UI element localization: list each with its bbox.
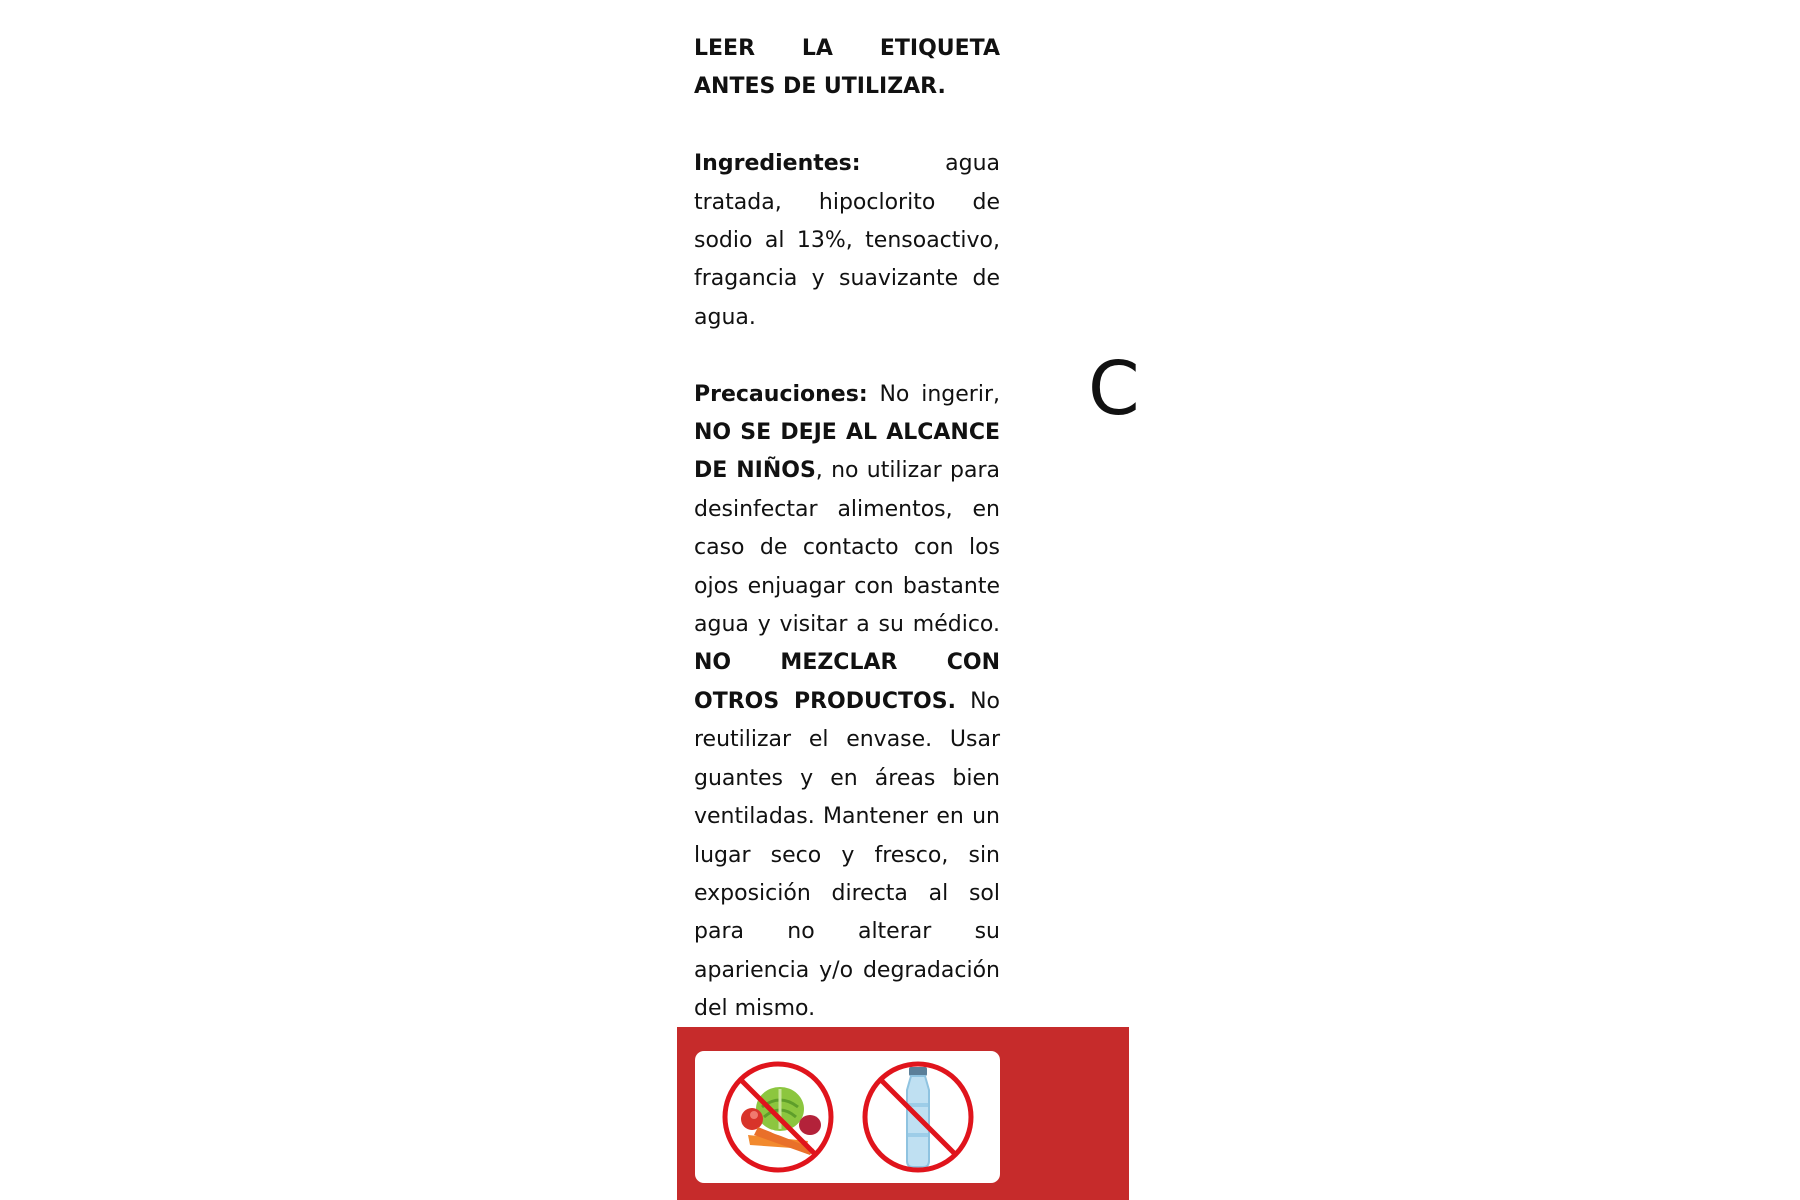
precautions-text-1: No ingerir, bbox=[867, 381, 1000, 407]
precautions-heading: Precauciones: bbox=[694, 381, 868, 407]
precautions-text-3: No reutilizar el envase. Usar guantes y en áreas bien ventiladas. Mantener en un lugar seco y fresco, sin exposición directa al sol para no alterar su apariencia y/o degradación del mismo. bbox=[694, 688, 1000, 1022]
no-bottle-icon bbox=[858, 1057, 978, 1177]
ingredients-paragraph bbox=[694, 145, 1000, 337]
warning-text: LEER LA ETIQUETA ANTES DE UTILIZAR. bbox=[694, 36, 1000, 100]
precautions-text-2: , no utilizar para desinfectar alimentos, en caso de contacto con los ojos enjuagar con bastante agua y visitar a su médico. bbox=[694, 458, 1000, 638]
precautions-children-warning: NO SE DEJE AL ALCANCE DE NIÑOS bbox=[694, 420, 1000, 484]
precautions-mix-warning: NO MEZCLAR CON OTROS PRODUCTOS. bbox=[694, 650, 1000, 714]
no-food-icon bbox=[718, 1057, 838, 1177]
side-letter: C bbox=[1088, 346, 1140, 432]
ingredients-heading: Ingredientes: bbox=[694, 151, 861, 177]
ingredients-text: agua tratada, hipoclorito de sodio al 13%, tensoactivo, fragancia y suavizante de agua. bbox=[694, 151, 1000, 330]
warning-icons-card bbox=[695, 1051, 1000, 1183]
precautions-paragraph bbox=[694, 376, 1000, 1029]
label-text-column bbox=[694, 30, 1000, 1105]
